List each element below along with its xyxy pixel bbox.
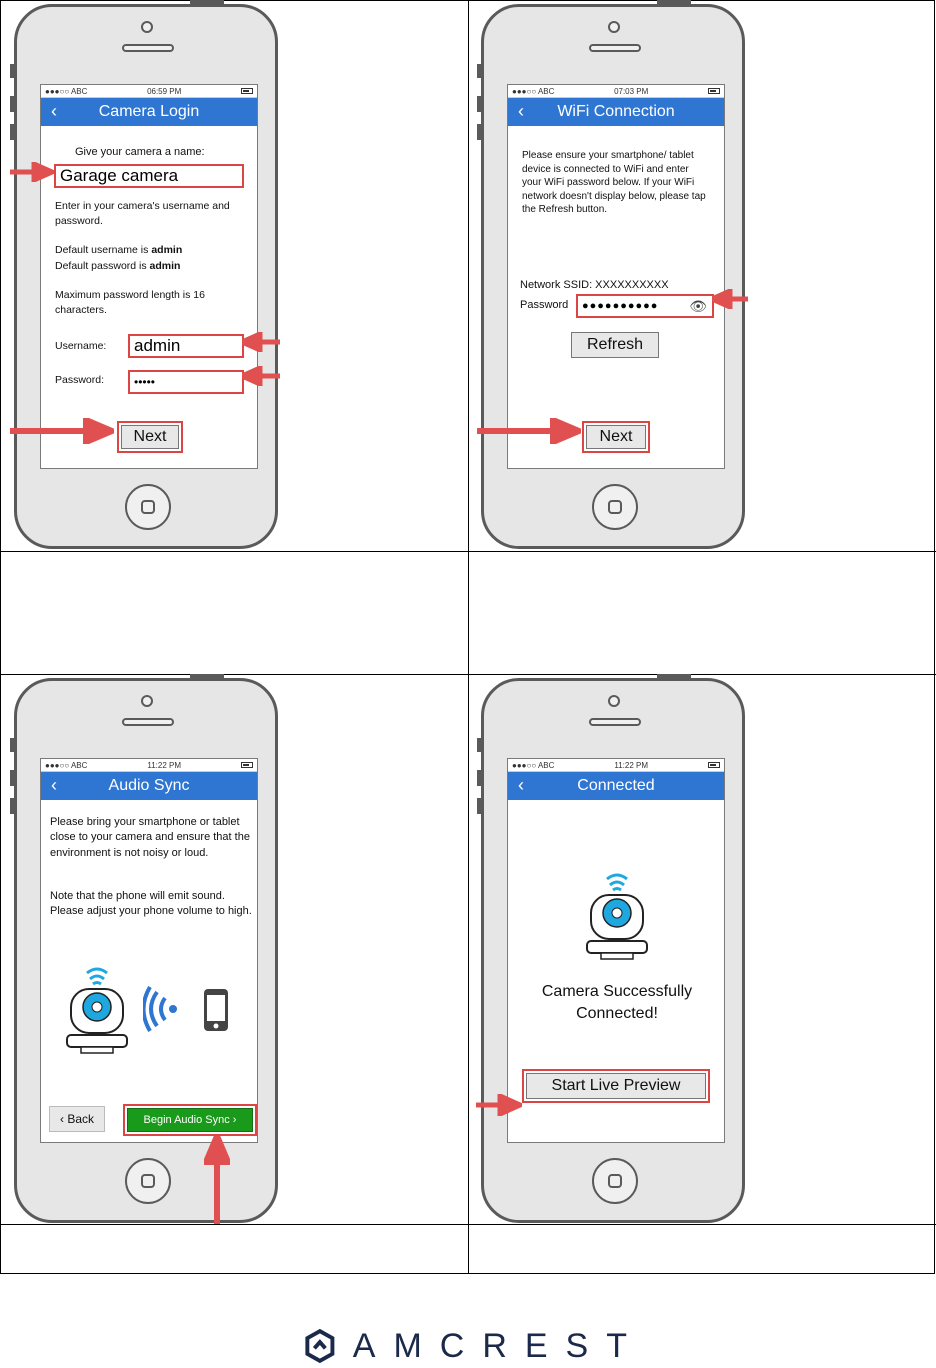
carrier: ●●●○○ ABC [45,86,88,96]
screen-title: Camera Login [98,103,200,120]
password-label: Password: [55,374,105,386]
mute-switch [10,738,14,752]
mute-switch [477,738,481,752]
phone-camera-login [14,4,278,549]
carrier: ●●●○○ ABC [512,86,555,96]
screen-title: Audio Sync [108,777,190,794]
clock: 11:22 PM [614,760,649,770]
amcrest-logo [305,1324,645,1368]
volume-up-button [10,96,14,112]
speaker-grille [589,44,641,52]
camera-dot [141,695,153,707]
arrow-right-icon [10,418,114,444]
table-divider [0,1224,936,1225]
camera-name-field[interactable]: Garage camera [54,164,244,188]
volume-note: Note that the phone will emit sound. Please adjust your phone volume to high. [50,890,252,918]
max-length-text: Maximum password length is 16 characters. [55,289,205,317]
clock: 06:59 PM [147,86,182,96]
wifi-instructions: Please ensure your smartphone/ tablet device is connected to WiFi and enter your WiFi password below. If your WiFi network doesn't display below, please tap the Refresh button. [522,150,706,215]
sound-waves-icon [143,986,183,1032]
camera-icon [65,963,129,1055]
power-button [657,674,691,678]
screen-title: WiFi Connection [557,103,675,120]
title-bar [508,98,724,126]
begin-audio-sync-button[interactable]: Begin Audio Sync › [127,1108,253,1132]
back-chevron-icon[interactable]: ‹ [518,775,524,795]
home-button[interactable] [125,1158,171,1204]
password-field[interactable]: ••••• [128,370,244,394]
next-button[interactable]: Next [121,425,179,449]
battery-icon [241,762,253,768]
default-password-line: Default password is admin [55,260,181,272]
clock: 07:03 PM [614,86,649,96]
power-button [657,0,691,4]
eye-icon[interactable]: 👁 [689,298,708,314]
phone-wifi-connection [481,4,745,549]
arrow-up-icon [204,1136,230,1224]
success-message: Camera Successfully Connected! [541,983,693,1023]
status-bar [41,759,257,772]
username-field[interactable]: admin [128,334,244,358]
back-button[interactable]: ‹ Back [49,1106,105,1132]
home-button[interactable] [125,484,171,530]
wifi-password-field[interactable]: ●●●●●●●●●● 👁 [576,294,714,318]
table-divider [0,674,936,675]
table-divider [468,0,469,1274]
volume-down-button [477,798,481,814]
mute-switch [477,64,481,78]
phone-connected [481,678,745,1223]
status-bar [508,759,724,772]
next-button[interactable]: Next [586,425,646,449]
phone-audio-sync [14,678,278,1223]
volume-up-button [477,96,481,112]
screen-title: Connected [577,777,655,794]
arrow-left-icon [242,366,280,386]
carrier: ●●●○○ ABC [45,760,88,770]
back-chevron-icon[interactable]: ‹ [518,101,524,121]
volume-down-button [10,124,14,140]
home-button[interactable] [592,484,638,530]
camera-dot [608,21,620,33]
title-bar [41,772,257,800]
title-bar [508,772,724,800]
camera-dot [141,21,153,33]
name-prompt: Give your camera a name: [75,146,205,158]
status-bar [508,85,724,98]
battery-icon [708,762,720,768]
table-divider [0,551,936,552]
screen [507,84,725,469]
mute-switch [10,64,14,78]
start-live-preview-button[interactable]: Start Live Preview [526,1073,706,1099]
volume-up-button [477,770,481,786]
arrow-right-icon [476,1094,522,1116]
speaker-grille [589,718,641,726]
camera-dot [608,695,620,707]
back-chevron-icon[interactable]: ‹ [51,101,57,121]
back-chevron-icon[interactable]: ‹ [51,775,57,795]
screen [40,84,258,469]
network-ssid: Network SSID: XXXXXXXXXX [520,279,669,291]
refresh-button[interactable]: Refresh [571,332,659,358]
smartphone-icon [203,988,229,1032]
arrow-right-icon [10,162,54,182]
arrow-right-icon [477,418,581,444]
carrier: ●●●○○ ABC [512,760,555,770]
speaker-grille [122,718,174,726]
battery-icon [708,88,720,94]
username-label: Username: [55,340,107,352]
power-button [190,674,224,678]
title-bar [41,98,257,126]
home-button[interactable] [592,1158,638,1204]
clock: 11:22 PM [147,760,182,770]
arrow-left-icon [242,332,280,352]
default-username-line: Default username is admin [55,244,183,256]
volume-up-button [10,770,14,786]
volume-down-button [10,798,14,814]
brand-name: AMCREST [352,1326,645,1365]
status-bar [41,85,257,98]
screen [40,758,258,1143]
camera-icon [585,869,649,961]
amcrest-logo-icon [305,1325,335,1367]
audio-sync-instructions: Please bring your smartphone or tablet close to your camera and ensure that the environment is not noisy or loud. [50,816,250,859]
arrow-left-icon [712,289,748,309]
enter-credentials-text: Enter in your camera's username and password. [55,200,230,228]
volume-down-button [477,124,481,140]
power-button [190,0,224,4]
speaker-grille [122,44,174,52]
battery-icon [241,88,253,94]
wifi-password-label: Password [520,299,569,311]
screen [507,758,725,1143]
